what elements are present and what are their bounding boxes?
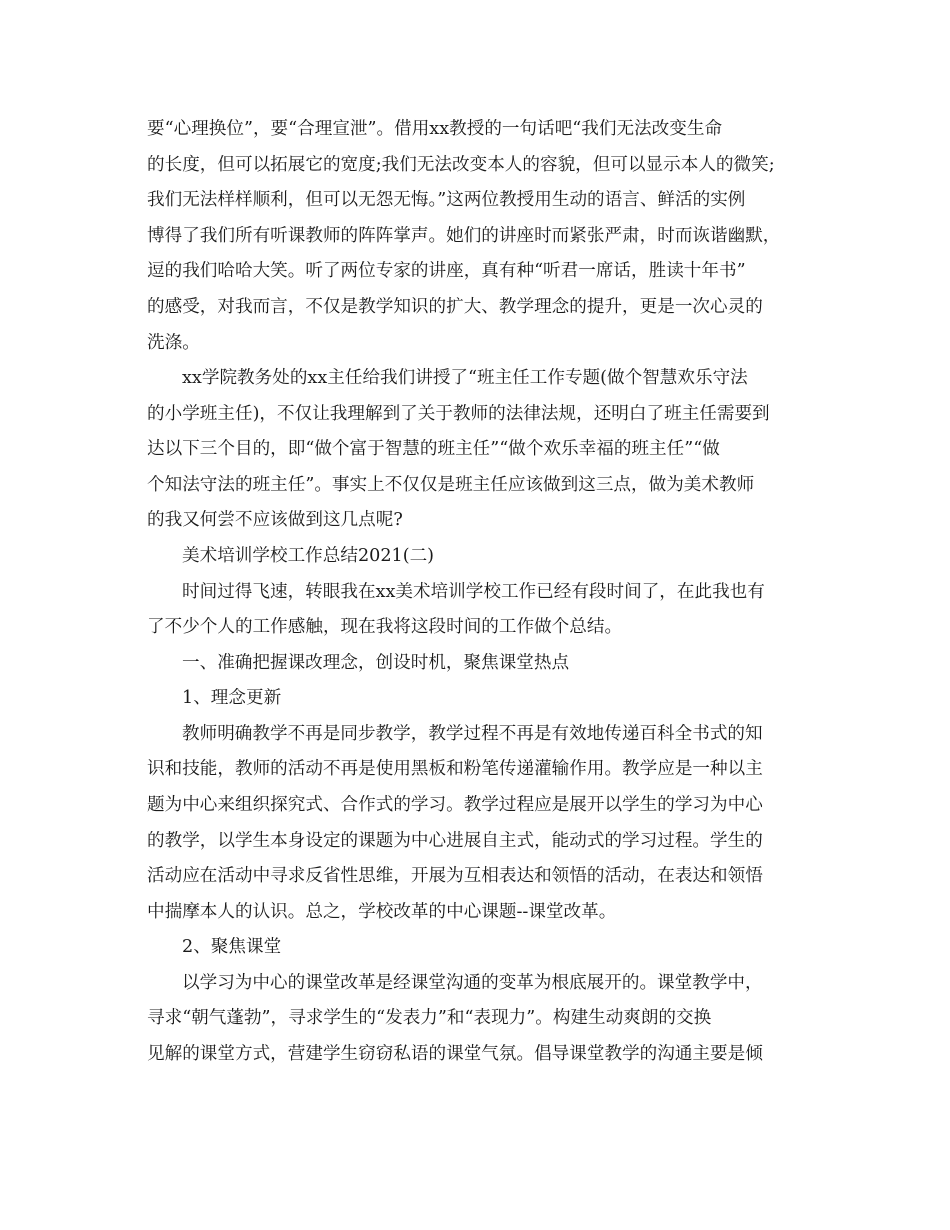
paragraph-start-line: 以学习为中心的课堂改革是经课堂沟通的变革为根底展开的。课堂教学中， [182, 973, 763, 993]
body-text-line: 活动应在活动中寻求反省性思维，开展为互相表达和领悟的活动，在表达和领悟 [147, 866, 763, 886]
body-text-line: 逗的我们哈哈大笑。听了两位专家的讲座，真有种“听君一席话，胜读十年书” [147, 261, 746, 281]
body-text-line: 个知法守法的班主任”。事实上不仅仅是班主任应该做到这三点，做为美术教师 [147, 475, 755, 495]
body-text-line: 见解的课堂方式，营建学生窃窃私语的课堂气氛。倡导课堂教学的沟通主要是倾 [147, 1044, 763, 1064]
body-text-line: 博得了我们所有听课教师的阵阵掌声。她们的讲座时而紧张严肃，时而诙谐幽默， [147, 226, 781, 246]
body-text-line: 中揣摩本人的认识。总之，学校改革的中心课题--课堂改革。 [147, 902, 617, 922]
heading-level-2: 1、理念更新 [182, 688, 282, 708]
body-text-line: 我们无法样样顺利，但可以无怨无悔。”这两位教授用生动的语言、鲜活的实例 [147, 190, 746, 210]
paragraph-start-line: 时间过得飞速，转眼我在xx美术培训学校工作已经有段时间了，在此我也有 [182, 582, 765, 602]
body-text-line: 识和技能，教师的活动不再是使用黑板和粉笔传递灌输作用。教学应是一种以主 [147, 759, 763, 779]
body-text-line: 的长度，但可以拓展它的宽度;我们无法改变本人的容貌，但可以显示本人的微笑; [147, 155, 775, 175]
section-title: 美术培训学校工作总结2021(二) [182, 546, 435, 566]
paragraph-start-line: xx学院教务处的xx主任给我们讲授了“班主任工作专题(做个智慧欢乐守法 [182, 368, 748, 388]
body-text-line: 要“心理换位”，要“合理宣泄”。借用xx教授的一句话吧“我们无法改变生命 [147, 119, 723, 139]
body-text-line: 达以下三个目的，即“做个富于智慧的班主任”“做个欢乐幸福的班主任”“做 [147, 439, 720, 459]
body-text-line: 的感受，对我而言，不仅是教学知识的扩大、教学理念的提升，更是一次心灵的 [147, 297, 763, 317]
body-text-line: 的小学班主任)，不仅让我理解到了关于教师的法律法规，还明白了班主任需要到 [147, 404, 770, 424]
heading-level-1: 一、准确把握课改理念，创设时机，聚焦课堂热点 [182, 653, 570, 673]
body-text-line: 的我又何尝不应该做到这几点呢? [147, 510, 403, 530]
heading-level-2: 2、聚焦课堂 [182, 937, 282, 957]
body-text-line: 题为中心来组织探究式、合作式的学习。教学过程应是展开以学生的学习为中心 [147, 795, 763, 815]
body-text-line: 了不少个人的工作感触，现在我将这段时间的工作做个总结。 [147, 617, 623, 637]
body-text-line: 洗涤。 [147, 333, 200, 353]
paragraph-start-line: 教师明确教学不再是同步教学，教学过程不再是有效地传递百科全书式的知 [182, 724, 763, 744]
body-text-line: 的教学，以学生本身设定的课题为中心进展自主式，能动式的学习过程。学生的 [147, 831, 763, 851]
body-text-line: 寻求“朝气蓬勃”，寻求学生的“发表力”和“表现力”。构建生动爽朗的交换 [147, 1008, 712, 1028]
